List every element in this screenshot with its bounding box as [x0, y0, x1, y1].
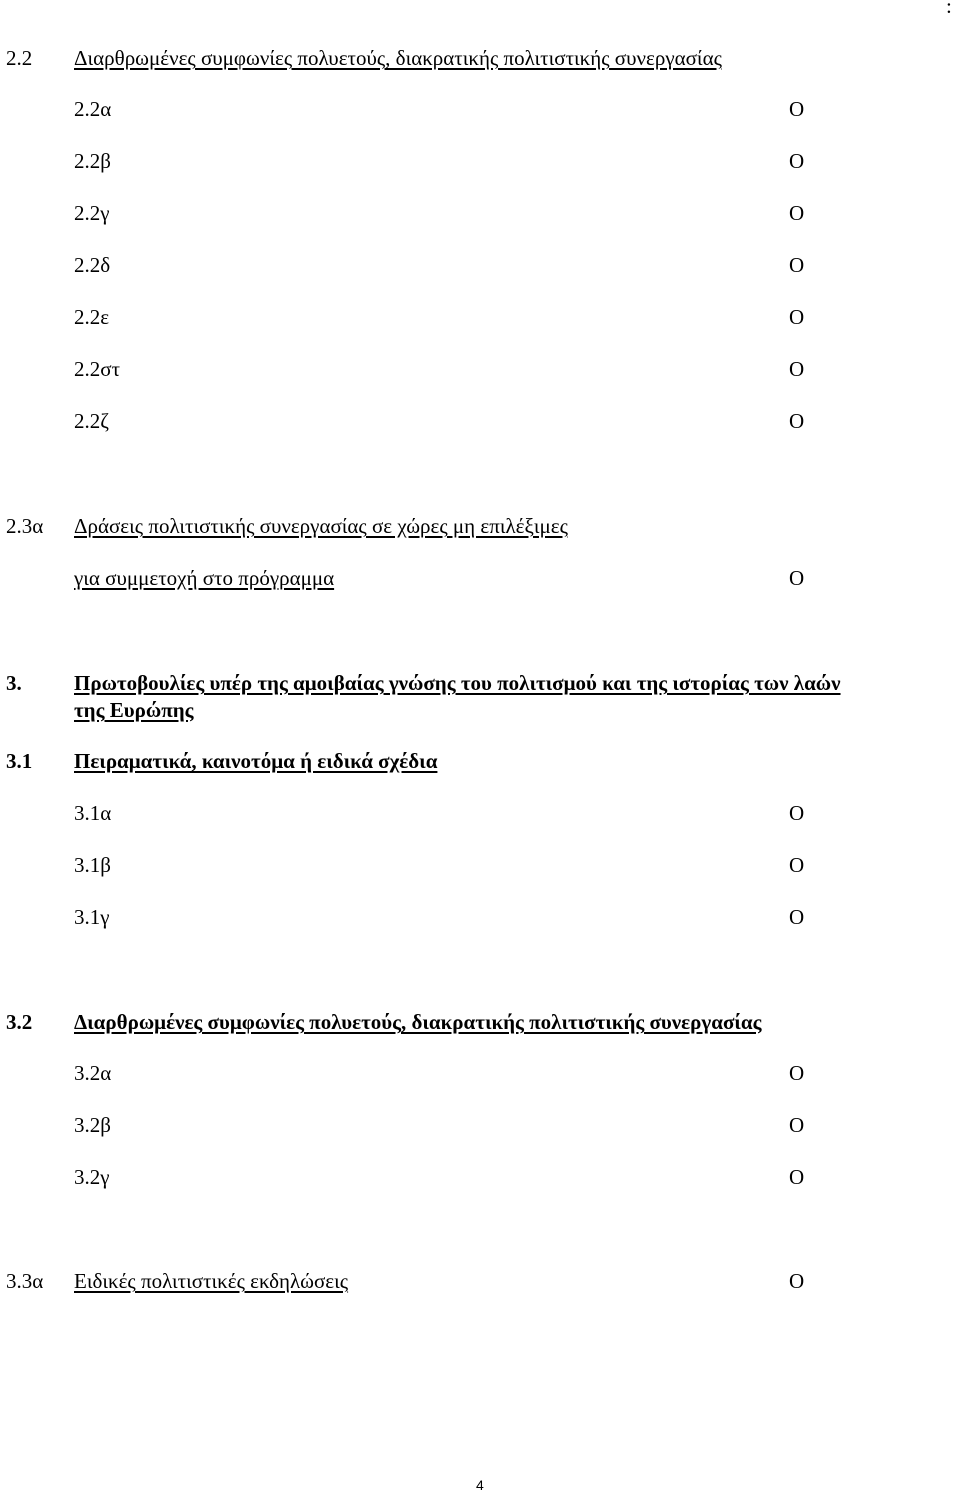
item-mark: Ο: [789, 1061, 805, 1085]
section-title-line1: Πρωτοβουλίες υπέρ της αμοιβαίας γνώσης του πολιτισμού και της ιστορίας των λαών: [74, 671, 841, 695]
section-title-line2: της Ευρώπης: [74, 698, 194, 722]
item-code: 2.2στ: [74, 357, 121, 381]
item-code: 3.1β: [74, 853, 111, 877]
item-code: 2.2δ: [74, 253, 111, 277]
item-code: 3.2β: [74, 1113, 111, 1137]
item-mark: Ο: [789, 97, 805, 121]
section-title: Διαρθρωμένες συμφωνίες πολυετούς, διακρατικής πολιτιστικής συνεργασίας: [74, 46, 722, 70]
section-number: 3.: [6, 671, 22, 695]
section-number: 2.2: [6, 46, 33, 70]
section-number: 3.3α: [6, 1269, 44, 1293]
item-code: 2.2γ: [74, 201, 110, 225]
section-title: Πειραματικά, καινοτόμα ή ειδικά σχέδια: [74, 749, 438, 773]
item-code: 3.1α: [74, 801, 112, 825]
section-title-line1: Δράσεις πολιτιστικής συνεργασίας σε χώρες μη επιλέξιμες: [74, 514, 568, 538]
item-mark: Ο: [789, 1269, 805, 1293]
section-number: 3.1: [6, 749, 33, 773]
item-mark: Ο: [789, 253, 805, 277]
item-mark: Ο: [789, 905, 805, 929]
item-mark: Ο: [789, 409, 805, 433]
section-title-line2: για συμμετοχή στο πρόγραμμα: [74, 566, 335, 590]
item-mark: Ο: [789, 1113, 805, 1137]
section-number: 3.2: [6, 1010, 33, 1034]
item-code: 2.2ζ: [74, 409, 109, 433]
item-code: 3.1γ: [74, 905, 110, 929]
section-title: Διαρθρωμένες συμφωνίες πολυετούς, διακρατικής πολιτιστικής συνεργασίας: [74, 1010, 762, 1034]
item-mark: Ο: [789, 801, 805, 825]
corner-mark: :: [946, 0, 952, 18]
item-mark: Ο: [789, 853, 805, 877]
item-mark: Ο: [789, 149, 805, 173]
item-mark: Ο: [789, 305, 805, 329]
item-code: 3.2α: [74, 1061, 112, 1085]
item-mark: Ο: [789, 1165, 805, 1189]
item-code: 3.2γ: [74, 1165, 110, 1189]
item-code: 2.2ε: [74, 305, 110, 329]
section-number: 2.3α: [6, 514, 44, 538]
item-mark: Ο: [789, 201, 805, 225]
item-mark: Ο: [789, 357, 805, 381]
page-number: 4: [476, 1477, 484, 1493]
item-code: 2.2β: [74, 149, 111, 173]
item-mark: Ο: [789, 566, 805, 590]
item-code: 2.2α: [74, 97, 112, 121]
section-title: Ειδικές πολιτιστικές εκδηλώσεις: [74, 1269, 349, 1293]
